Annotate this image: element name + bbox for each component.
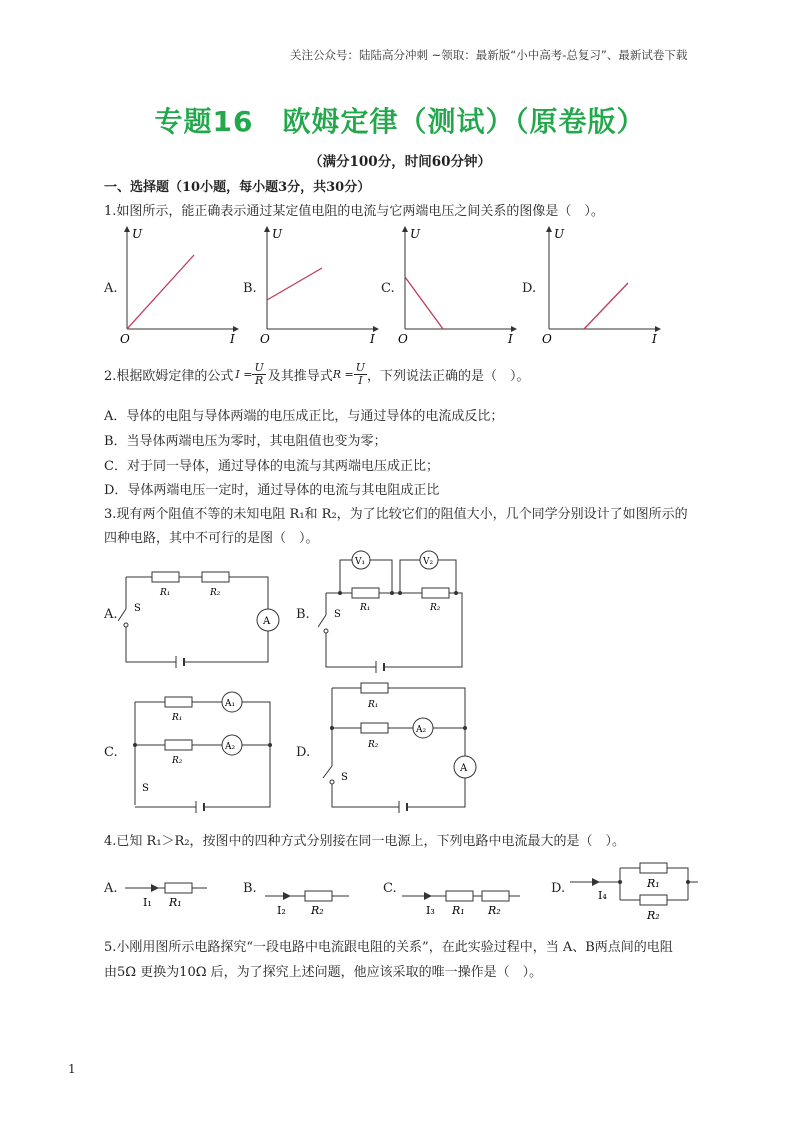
q1-option-c-label: C. <box>381 281 395 296</box>
q1b-axis-x: I <box>370 332 375 346</box>
question-3-line-1: 3.现有两个阻值不等的未知电阻 R₁和 R₂，为了比较它们的阻值大小，几个同学分别设计了如图所示的 <box>104 507 688 522</box>
q3-circuit-a <box>118 565 283 675</box>
q1-graph-c <box>396 222 526 347</box>
q3c-a2-label: A₂ <box>225 742 236 752</box>
page-number: 1 <box>68 1062 76 1076</box>
q3c-r1-label: R₁ <box>172 713 183 723</box>
q2-option-c: C．对于同一导体，通过导体的电流与其两端电压成正比； <box>104 459 439 474</box>
q2-suffix: ，下列说法正确的是（ ）。 <box>367 369 530 384</box>
q2-prefix: 2.根据欧姆定律的公式 <box>104 369 234 384</box>
q4d-r2-label: R₂ <box>647 909 660 922</box>
q1d-origin: O <box>542 332 552 346</box>
question-1-text: 1.如图所示，能正确表示通过某定值电阻的电流与它两端电压之间关系的图像是（ ）。 <box>104 204 604 219</box>
q3-option-b-label: B. <box>296 607 310 622</box>
q3-circuit-b <box>318 545 468 675</box>
q3-option-a-label: A. <box>104 607 118 622</box>
q2-option-d: D．导体两端电压一定时，通过导体的电流与其电阻成正比 <box>104 483 440 498</box>
question-2-text <box>104 362 530 387</box>
q1-graph-d <box>540 222 670 347</box>
q2-option-a: A．导体的电阻与导体两端的电压成正比，与通过导体的电流成反比； <box>104 409 504 424</box>
section-heading: 一、选择题（10小题，每小题3分，共30分） <box>104 180 371 195</box>
q3-option-d-label: D. <box>296 745 311 760</box>
q4b-i2-label: I₂ <box>277 904 286 917</box>
question-5-line-1: 5.小刚用图所示电路探究“一段电路中电流跟电阻的关系”，在此实验过程中，当 A、B两点间的电阻 <box>104 940 673 955</box>
q1-option-d-label: D. <box>522 281 537 296</box>
q3a-ammeter-label: A <box>263 616 271 627</box>
page-header: 关注公众号：陆陆高分冲刺 ~领取：最新版“小中高考-总复习”、最新试卷下载 <box>290 48 688 62</box>
question-4-text: 4.已知 R₁＞R₂，按图中的四种方式分别接在同一电源上，下列电路中电流最大的是（ ）。 <box>104 834 626 849</box>
q3d-switch-label: S <box>341 772 348 783</box>
q4a-r1-label: R₁ <box>169 896 182 909</box>
q4d-r1-label: R₁ <box>647 877 660 890</box>
q3d-ammeter-label: A <box>460 763 468 774</box>
q4b-r2-label: R₂ <box>311 904 324 917</box>
question-3-line-2: 四种电路，其中不可行的是图（ ）。 <box>104 531 319 546</box>
q3b-switch-label: S <box>334 609 341 620</box>
q3-circuit-d <box>315 680 485 815</box>
q4a-i1-label: I₁ <box>143 896 152 909</box>
q3d-r1-label: R₁ <box>368 700 379 710</box>
q2-formula2-lhs: R = <box>332 368 354 381</box>
q1-option-b-label: B. <box>243 281 257 296</box>
q1c-origin: O <box>398 332 408 346</box>
q4c-i3-label: I₃ <box>426 904 435 917</box>
question-5-line-2: 由5Ω 更换为10Ω 后，为了探究上述问题，他应该采取的唯一操作是（ ）。 <box>104 965 543 980</box>
q3b-r1-label: R₁ <box>360 603 371 613</box>
q4c-r2-label: R₂ <box>488 904 501 917</box>
q2-option-b: B．当导体两端电压为零时，其电阻值也变为零； <box>104 434 387 449</box>
q4-circuit-b <box>265 880 355 920</box>
q1a-origin: O <box>120 332 130 346</box>
q3a-r2-label: R₂ <box>210 588 221 598</box>
q4-circuit-a <box>125 872 215 912</box>
q4-option-b-label: B. <box>243 881 257 896</box>
q1b-origin: O <box>260 332 270 346</box>
q1a-axis-x: I <box>230 332 235 346</box>
q1-option-a-label: A. <box>104 281 118 296</box>
q3b-v2-label: V₂ <box>423 557 434 567</box>
q3d-r2-label: R₂ <box>368 740 379 750</box>
q1-graph-b <box>258 222 388 347</box>
q4-circuit-c <box>402 880 522 920</box>
q4-option-d-label: D. <box>551 881 566 896</box>
q1c-axis-x: I <box>508 332 513 346</box>
q2-formula2-fraction: $\frac{U}{I}$ <box>355 361 366 387</box>
q1a-axis-y: U <box>132 227 143 241</box>
q3d-a2-label: A₂ <box>416 725 427 735</box>
q4-option-a-label: A. <box>104 881 118 896</box>
q3c-r2-label: R₂ <box>172 756 183 766</box>
q3a-switch-label: S <box>134 603 141 614</box>
page-title: 专题16 欧姆定律（测试）（原卷版） <box>154 105 646 138</box>
q4c-r1-label: R₁ <box>452 904 465 917</box>
q3a-r1-label: R₁ <box>160 588 171 598</box>
q3b-r2-label: R₂ <box>430 603 441 613</box>
q2-formula1-lhs: I = <box>235 368 253 381</box>
q3c-a1-label: A₁ <box>225 699 236 709</box>
q3c-switch-label: S <box>142 783 149 794</box>
q2-middle: 及其推导式 <box>267 369 333 384</box>
q1c-axis-y: U <box>410 227 421 241</box>
q2-formula1-fraction: $\frac{U}{R}$ <box>254 361 264 387</box>
q1b-axis-y: U <box>272 227 283 241</box>
q3-option-c-label: C. <box>104 745 118 760</box>
q1-graph-a <box>118 222 248 347</box>
page-subtitle: （满分100分，时间60分钟） <box>309 154 491 170</box>
q4d-i4-label: I₄ <box>598 889 607 902</box>
q4-circuit-d <box>570 860 705 922</box>
q1d-axis-x: I <box>652 332 657 346</box>
q1d-axis-y: U <box>554 227 565 241</box>
q3-circuit-c <box>118 685 278 815</box>
q4-option-c-label: C. <box>383 881 397 896</box>
q3b-v1-label: V₁ <box>355 557 366 567</box>
